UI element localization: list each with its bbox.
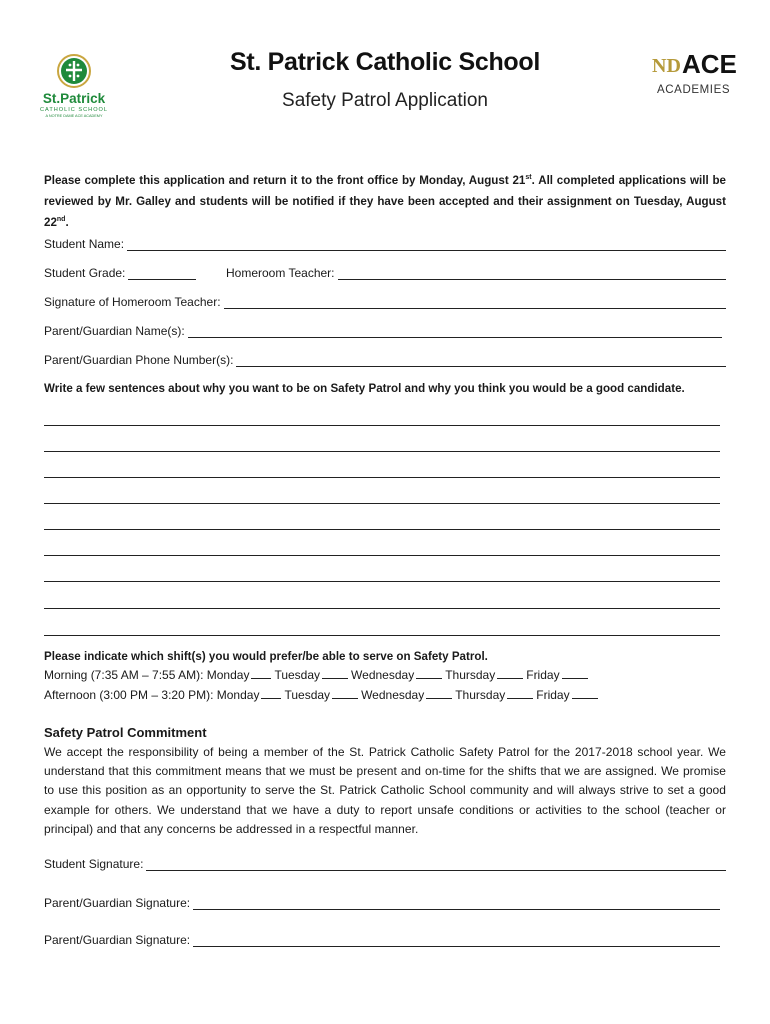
- parent-signature-field-2: [44, 933, 720, 947]
- morning-day-wednesday: Wednesday: [351, 668, 415, 682]
- intro-part2: . All completed applications will be reviewed by Mr. Galley and students will be notified if they have been accepted and their assignment on Tuesday, August 22: [44, 174, 726, 229]
- essay-prompt: Write a few sentences about why you want to be on Safety Patrol and why you think you would be a good candidate.: [44, 382, 685, 395]
- student-name-label: Student Name:: [44, 237, 125, 251]
- ace-logo-name: ACE: [682, 49, 737, 79]
- morning-wednesday-blank[interactable]: [416, 668, 442, 679]
- morning-day-thursday: Thursday: [445, 668, 496, 682]
- afternoon-day-thursday: Thursday: [455, 688, 506, 702]
- parent-phone-label: Parent/Guardian Phone Number(s):: [44, 353, 234, 367]
- morning-friday-blank[interactable]: [562, 668, 588, 679]
- afternoon-tuesday-blank[interactable]: [332, 688, 358, 699]
- intro-part1: Please complete this application and return it to the front office by Monday, August 21: [44, 174, 526, 187]
- parent-signature-label-1: Parent/Guardian Signature:: [44, 896, 191, 910]
- afternoon-friday-blank[interactable]: [572, 688, 598, 699]
- nd-monogram: ND: [652, 55, 681, 77]
- answer-line-4[interactable]: [44, 503, 720, 504]
- school-logo: [34, 52, 114, 118]
- page-subtitle: Safety Patrol Application: [282, 90, 488, 111]
- morning-monday-blank[interactable]: [251, 668, 271, 679]
- morning-thursday-blank[interactable]: [497, 668, 523, 679]
- answer-line-7[interactable]: [44, 581, 720, 582]
- parent-name-field: [44, 324, 722, 338]
- afternoon-monday-blank[interactable]: [261, 688, 281, 699]
- parent-name-input[interactable]: [188, 326, 722, 338]
- afternoon-wednesday-blank[interactable]: [426, 688, 452, 699]
- answer-line-9[interactable]: [44, 635, 720, 636]
- student-grade-label: Student Grade:: [44, 266, 126, 280]
- parent-phone-input[interactable]: [236, 355, 726, 367]
- answer-line-6[interactable]: [44, 555, 720, 556]
- answer-line-2[interactable]: [44, 451, 720, 452]
- student-signature-label: Student Signature:: [44, 857, 144, 871]
- student-name-input[interactable]: [127, 239, 726, 251]
- student-grade-input[interactable]: [128, 268, 196, 280]
- commitment-text: We accept the responsibility of being a member of the St. Patrick Catholic Safety Patrol for the 2017-2018 school year. We understand that this commitment means that we must be present and on-time for the shifts that we are assigned. We promise to use this position as an opportunity to serve the St. Patrick Catholic School community and will always strive to set a good example for others. We understand that we have a duty to report unsafe conditions or activities to the school (teacher or principal) and that any concerns be addressed in a respectful manner.: [44, 745, 726, 836]
- morning-day-monday: Monday: [206, 668, 250, 682]
- morning-shift-label: Morning (7:35 AM – 7:55 AM):: [44, 668, 207, 682]
- homeroom-teacher-label: Homeroom Teacher:: [226, 266, 335, 280]
- afternoon-day-monday: Monday: [216, 688, 260, 702]
- student-name-field: [44, 237, 726, 251]
- afternoon-shift-label: Afternoon (3:00 PM – 3:20 PM):: [44, 688, 217, 702]
- school-logo-motto: A NOTRE DAME ACE ACADEMY: [45, 114, 103, 118]
- answer-line-3[interactable]: [44, 477, 720, 478]
- afternoon-day-wednesday: Wednesday: [361, 688, 425, 702]
- morning-day-friday: Friday: [526, 668, 560, 682]
- homeroom-signature-input[interactable]: [224, 297, 726, 309]
- afternoon-day-friday: Friday: [536, 688, 570, 702]
- homeroom-teacher-input[interactable]: [338, 268, 727, 280]
- shift-prompt: Please indicate which shift(s) you would prefer/be able to serve on Safety Patrol.: [44, 650, 488, 663]
- intro-part3: .: [65, 216, 69, 229]
- parent-name-label: Parent/Guardian Name(s):: [44, 324, 185, 338]
- student-signature-input[interactable]: [146, 859, 726, 871]
- morning-shift-row: [44, 668, 591, 682]
- parent-signature-input-2[interactable]: [193, 935, 720, 947]
- morning-day-tuesday: Tuesday: [274, 668, 321, 682]
- page-title: St. Patrick Catholic School: [229, 48, 541, 76]
- parent-signature-label-2: Parent/Guardian Signature:: [44, 933, 191, 947]
- commitment-heading: Safety Patrol Commitment: [44, 725, 207, 740]
- homeroom-teacher-field: [226, 266, 726, 280]
- school-logo-name: St.Patrick: [42, 91, 106, 106]
- afternoon-thursday-blank[interactable]: [507, 688, 533, 699]
- answer-line-8[interactable]: [44, 608, 720, 609]
- homeroom-signature-label: Signature of Homeroom Teacher:: [44, 295, 221, 309]
- parent-signature-field-1: [44, 896, 720, 910]
- parent-signature-input-1[interactable]: [193, 898, 720, 910]
- student-grade-field: [44, 266, 196, 280]
- ace-logo-tagline: ACADEMIES: [657, 84, 731, 96]
- intro-sup1: st: [525, 174, 532, 182]
- student-signature-field: [44, 857, 726, 871]
- afternoon-day-tuesday: Tuesday: [284, 688, 331, 702]
- intro-instructions: [44, 170, 726, 233]
- parent-phone-field: [44, 353, 726, 367]
- intro-sup2: nd: [56, 216, 66, 224]
- morning-tuesday-blank[interactable]: [322, 668, 348, 679]
- ace-academies-logo: [648, 46, 740, 100]
- answer-line-1[interactable]: [44, 425, 720, 426]
- afternoon-shift-row: [44, 688, 601, 702]
- school-logo-tagline: CATHOLIC SCHOOL: [39, 107, 109, 113]
- answer-line-5[interactable]: [44, 529, 720, 530]
- homeroom-signature-field: [44, 295, 726, 309]
